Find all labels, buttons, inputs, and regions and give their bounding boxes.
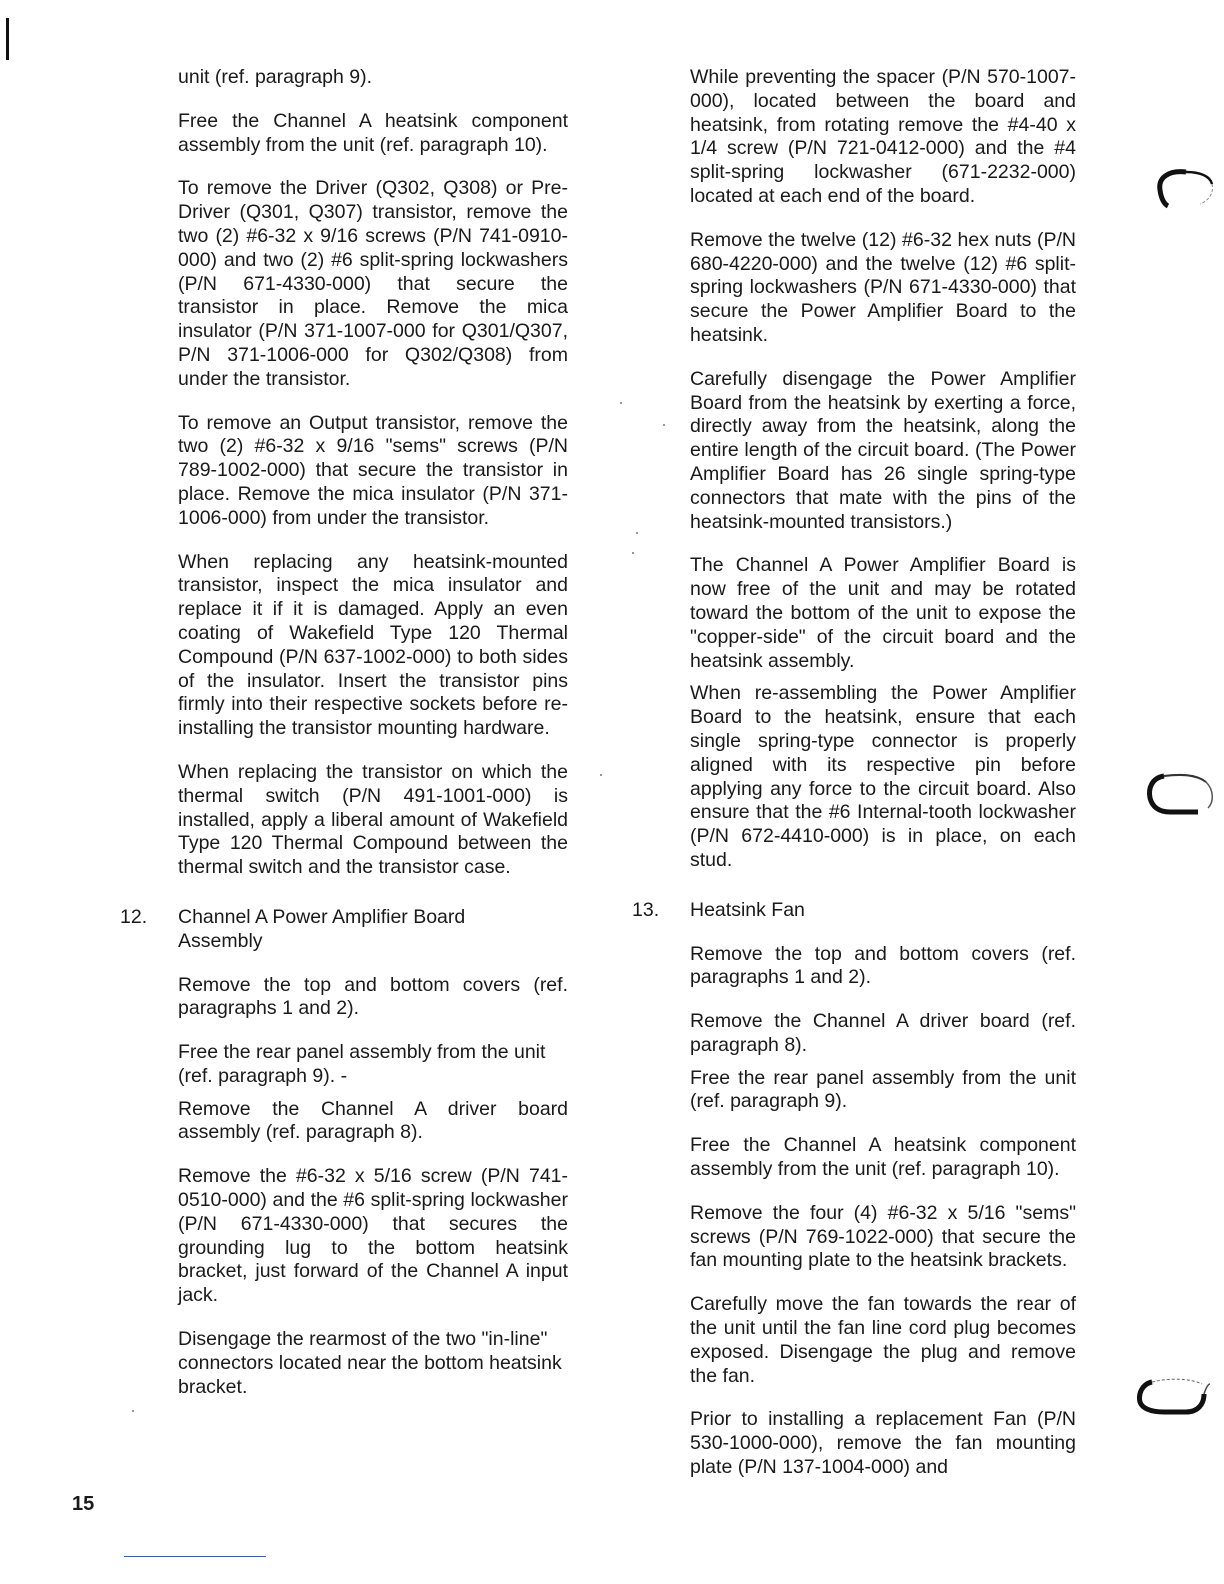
section-number: 12. [120,905,148,928]
paragraph: Remove the four (4) #6-32 x 5/16 "sems" screws (P/N 769-1022-000) that secure the fan mounting plate to the heatsink brackets. [690,1201,1076,1272]
paragraph: When re-assembling the Power Amplifier Board to the heatsink, ensure that each single spring-type connector is properly aligned with its respective pin before applying any force to the circuit board. Also ensure that the #6 Internal-tooth lockwasher (P/N 672-4410-000) is in place, on each stud. [690,682,1076,871]
scan-speck [636,532,638,534]
paragraph: The Channel A Power Amplifier Board is now free of the unit and may be rotated toward the bottom of the unit to expose the "copper-side" of the circuit board and the heatsink assembly. [690,554,1076,672]
scan-speck [132,1410,134,1412]
binder-hole-icon [1134,160,1224,214]
paragraph: While preventing the spacer (P/N 570-1007-000), located between the board and heatsink, from rotating remove the #4-40 x 1/4 screw (P/N 721-0412-000) and the #4 split-spring lockwasher (671-2232-000) located at each end of the board. [690,66,1076,207]
paragraph: Remove the Channel A driver board assembly (ref. paragraph 8). [178,1097,568,1144]
scan-speck [600,774,602,776]
paragraph: Disengage the rearmost of the two "in-line" connectors located near the bottom heatsink bracket. [178,1328,562,1398]
paragraph: To remove an Output transistor, remove the two (2) #6-32 x 9/16 "sems" screws (P/N 789-1002-000) that secure the transistor in place. Remove the mica insulator (P/N 371-1006-000) from under the transistor. [178,411,568,529]
paragraph: To remove the Driver (Q302, Q308) or Pre-Driver (Q301, Q307) transistor, remove the two (2) #6-32 x 9/16 screws (P/N 741-0910-000) and two (2) #6 split-spring lockwashers (P/N 671-4330-000) that secure the transistor in place. Remove the mica insulator (P/N 371-1007-000 for Q301/Q307, P/N 371-1006-000 for Q302/Q308) from under the transistor. [178,177,568,390]
scan-speck [632,552,634,554]
scan-speck [620,402,622,404]
right-column [632,66,1076,1500]
left-column [120,66,568,1419]
section-12 [120,905,568,1400]
paragraph: Prior to installing a replacement Fan (P/N 530-1000-000), remove the fan mounting plate (P/N 137-1004-000) and [690,1408,1076,1479]
paragraph: When replacing the transistor on which the thermal switch (P/N 491-1001-000) is installed, apply a liberal amount of Wakefield Type 120 Thermal Compound between the thermal switch and the transistor case. [178,760,568,879]
section-13 [632,898,1076,1480]
margin-bar [6,18,9,60]
paragraph: Free the Channel A heatsink component assembly from the unit (ref. paragraph 10). [690,1134,1076,1181]
paragraph: Remove the Channel A driver board (ref. paragraph 8). [690,1010,1076,1056]
paragraph: Remove the top and bottom covers (ref. paragraphs 1 and 2). [178,973,568,1020]
paragraph: When replacing any heatsink-mounted transistor, inspect the mica insulator and replace it if it is damaged. Apply an even coating of Wakefield Type 120 Thermal Compound (P/N 637-1002-000) to both sides of the insulator. Insert the transistor pins firmly into their respective sockets before re-installing the transistor mounting hardware. [178,550,568,740]
page-number: 15 [72,1493,95,1515]
paragraph: Free the Channel A heatsink component assembly from the unit (ref. paragraph 10). [178,109,568,156]
paragraph: Carefully move the fan towards the rear of the unit until the fan line cord plug becomes exposed. Disengage the plug and remove the fan. [690,1293,1076,1387]
paragraph: Remove the top and bottom covers (ref. paragraphs 1 and 2). [690,942,1076,989]
paragraph: Carefully disengage the Power Amplifier Board from the heatsink by exerting a force, directly away from the heatsink, along the entire length of the circuit board. (The Power Amplifier Board has 26 single spring-type connectors that mate with the pins of the heatsink-mounted transistors.) [690,367,1076,533]
paragraph: unit (ref. paragraph 9). [178,66,373,88]
paragraph: Free the rear panel assembly from the unit (ref. paragraph 9). - [178,1041,546,1087]
binder-hole-icon [1124,766,1224,822]
binder-hole-icon [1124,1370,1224,1418]
paragraph: Remove the twelve (12) #6-32 hex nuts (P/N 680-4220-000) and the twelve (12) #6 split-spring lockwashers (P/N 671-4330-000) that secure the Power Amplifier Board to the heatsink. [690,228,1076,346]
paragraph: Remove the #6-32 x 5/16 screw (P/N 741-0510-000) and the #6 split-spring lockwasher (P/N 671-4330-000) that secures the grounding lug to the bottom heatsink bracket, just forward of the Channel A input jack. [178,1165,568,1307]
paragraph: Free the rear panel assembly from the unit (ref. paragraph 9). [690,1066,1076,1113]
section-title: Heatsink Fan [690,898,805,921]
section-title: Channel A Power Amplifier Board Assembly [178,905,466,952]
footer-rule [124,1556,266,1557]
section-number: 13. [632,898,660,921]
scan-speck [663,424,665,426]
